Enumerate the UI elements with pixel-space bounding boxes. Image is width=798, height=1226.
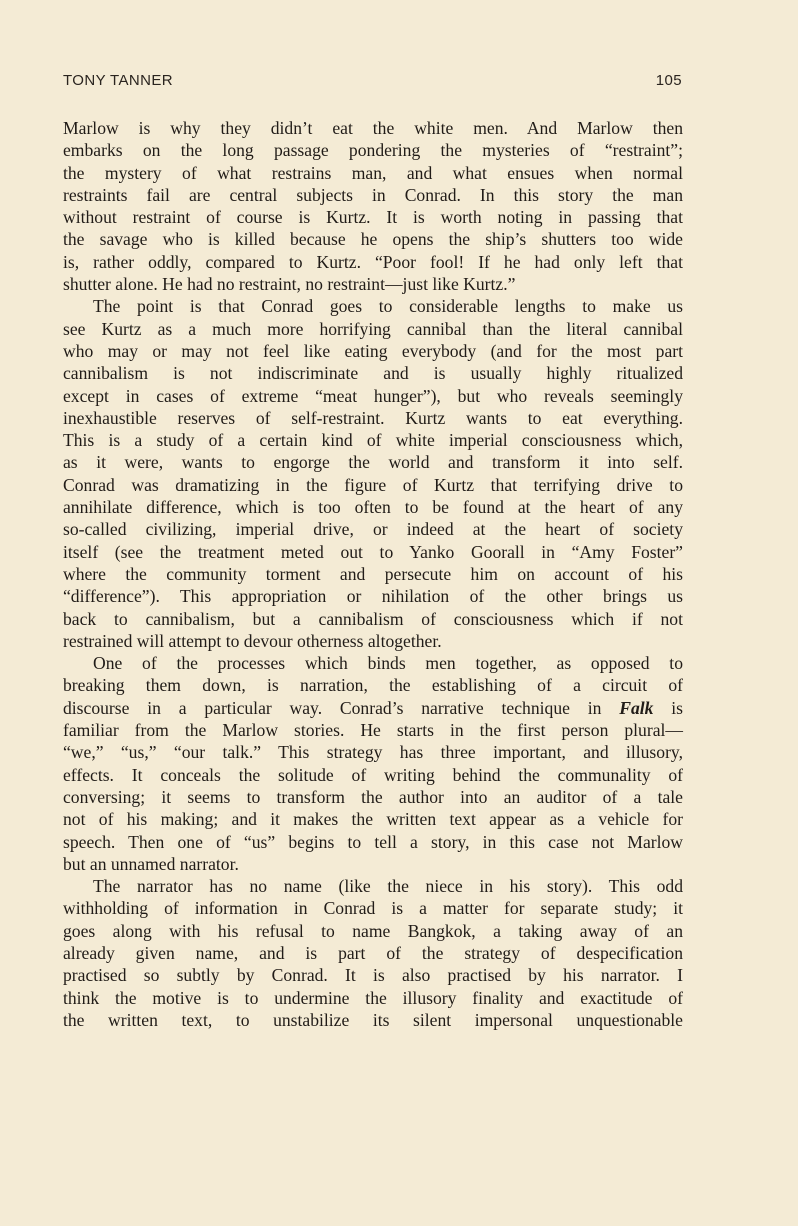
text-line: conversing; it seems to transform the author into an auditor of a tale bbox=[63, 786, 683, 807]
text-line bbox=[63, 697, 683, 719]
text-line: itself (see the treatment meted out to Yanko Goorall in “Amy Foster” bbox=[63, 541, 683, 562]
text-line: the mystery of what restrains man, and what ensues when normal bbox=[63, 162, 683, 183]
text-line: except in cases of extreme “meat hunger”), but who reveals seemingly bbox=[63, 385, 683, 406]
text-line: effects. It conceals the solitude of writing behind the communality of bbox=[63, 764, 683, 785]
text-line: shutter alone. He had no restraint, no restraint—just like Kurtz.” bbox=[63, 274, 516, 295]
running-head bbox=[63, 72, 682, 89]
text-line: so-called civilizing, imperial drive, or indeed at the heart of society bbox=[63, 519, 683, 540]
text-line: see Kurtz as a much more horrifying cannibal than the literal cannibal bbox=[63, 318, 683, 339]
text-line: Conrad was dramatizing in the figure of Kurtz that terrifying drive to bbox=[63, 474, 683, 495]
text-line: where the community torment and persecute him on account of his bbox=[63, 563, 683, 584]
page-number: 105 bbox=[655, 72, 682, 89]
text-line: cannibalism is not indiscriminate and is usually highly ritualized bbox=[63, 363, 683, 384]
text-line: as it were, wants to engorge the world and transform it into self. bbox=[63, 452, 683, 473]
text-line-segment: is bbox=[671, 697, 684, 718]
text-line: The point is that Conrad goes to considerable lengths to make us bbox=[93, 296, 683, 317]
text-line: inexhaustible reserves of self-restraint. Kurtz wants to eat everything. bbox=[63, 407, 683, 428]
text-line: who may or may not feel like eating everybody (and for the most part bbox=[63, 340, 683, 361]
text-line: “we,” “us,” “our talk.” This strategy has three important, and illusory, bbox=[63, 742, 683, 763]
text-line: goes along with his refusal to name Bangkok, a taking away of an bbox=[63, 920, 683, 941]
text-line: One of the processes which binds men together, as opposed to bbox=[93, 653, 683, 674]
running-head-author: TONY TANNER bbox=[63, 72, 173, 89]
text-line: the written text, to unstabilize its silent impersonal unquestionable bbox=[63, 1009, 683, 1030]
text-line: withholding of information in Conrad is a matter for separate study; it bbox=[63, 898, 683, 919]
text-line: “difference”). This appropriation or nihilation of the other brings us bbox=[63, 586, 683, 607]
text-line: practised so subtly by Conrad. It is also practised by his narrator. I bbox=[63, 965, 683, 986]
text-line: the savage who is killed because he opens the ship’s shutters too wide bbox=[63, 229, 683, 250]
text-line: without restraint of course is Kurtz. It is worth noting in passing that bbox=[63, 207, 683, 228]
text-line: embarks on the long passage pondering the mysteries of “restraint”; bbox=[63, 140, 683, 161]
body-text bbox=[63, 117, 683, 1031]
text-line: restrained will attempt to devour otherness altogether. bbox=[63, 630, 442, 651]
work-title: Falk bbox=[619, 697, 654, 718]
text-line: back to cannibalism, but a cannibalism of consciousness which if not bbox=[63, 608, 683, 629]
text-line: The narrator has no name (like the niece in his story). This odd bbox=[93, 876, 683, 897]
text-line: familiar from the Marlow stories. He starts in the first person plural— bbox=[63, 720, 683, 741]
text-line: think the motive is to undermine the illusory finality and exactitude of bbox=[63, 987, 683, 1008]
text-line: restraints fail are central subjects in Conrad. In this story the man bbox=[63, 184, 683, 205]
text-line: breaking them down, is narration, the establishing of a circuit of bbox=[63, 675, 683, 696]
text-line: This is a study of a certain kind of white imperial consciousness which, bbox=[63, 430, 683, 451]
text-line: not of his making; and it makes the written text appear as a vehicle for bbox=[63, 809, 683, 830]
text-line: already given name, and is part of the strategy of despecification bbox=[63, 942, 683, 963]
text-line: speech. Then one of “us” begins to tell a story, in this case not Marlow bbox=[63, 831, 683, 852]
text-line: but an unnamed narrator. bbox=[63, 853, 239, 874]
text-line: annihilate difference, which is too often to be found at the heart of any bbox=[63, 497, 683, 518]
text-line-segment: discourse in a particular way. Conrad’s narrative technique in bbox=[63, 697, 602, 718]
text-line: is, rather oddly, compared to Kurtz. “Poor fool! If he had only left that bbox=[63, 251, 683, 272]
text-line: Marlow is why they didn’t eat the white men. And Marlow then bbox=[63, 118, 683, 138]
